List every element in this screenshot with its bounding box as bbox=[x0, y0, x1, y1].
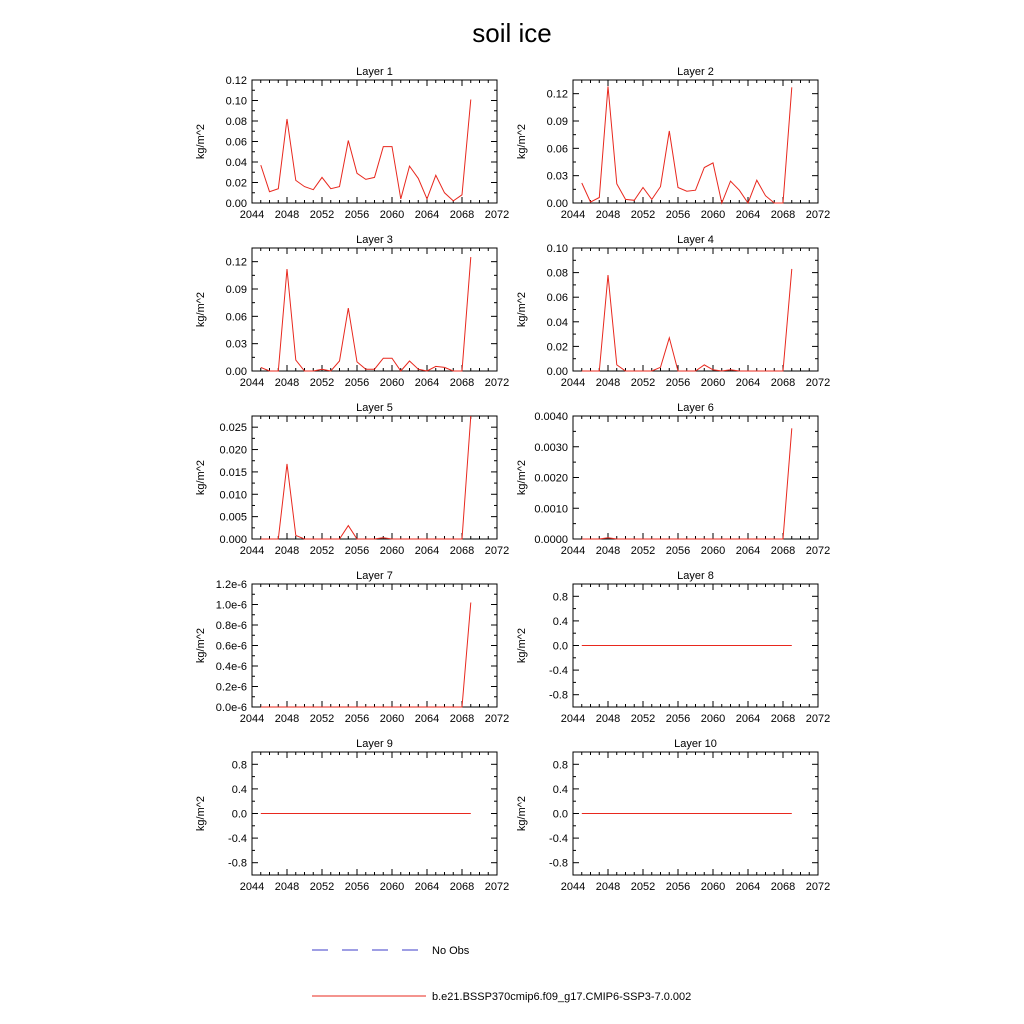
y-tick-label: 0.015 bbox=[219, 466, 247, 479]
x-tick-label: 2048 bbox=[274, 545, 300, 557]
x-tick-label: 2072 bbox=[484, 209, 510, 221]
x-tick-label: 2044 bbox=[560, 545, 586, 557]
y-tick-label: 0.0e-6 bbox=[215, 702, 247, 714]
series-line bbox=[582, 86, 792, 203]
panel-title: Layer 6 bbox=[677, 402, 714, 414]
y-tick-label: 0.4 bbox=[552, 783, 568, 796]
x-tick-label: 2044 bbox=[560, 713, 586, 725]
y-tick-label: 0.03 bbox=[546, 170, 568, 183]
y-tick-label: 1.0e-6 bbox=[215, 599, 247, 612]
x-tick-label: 2052 bbox=[630, 377, 656, 389]
x-tick-label: 2072 bbox=[484, 545, 510, 557]
y-tick-label: 0.0020 bbox=[534, 472, 568, 485]
y-tick-label: -0.8 bbox=[549, 857, 568, 870]
plot-frame bbox=[573, 416, 818, 539]
y-axis-label: kg/m^2 bbox=[516, 123, 528, 160]
y-tick-label: 0.0 bbox=[231, 808, 247, 821]
x-tick-label: 2044 bbox=[239, 545, 265, 557]
y-tick-label: 0.8 bbox=[231, 759, 247, 772]
panel-title: Layer 9 bbox=[356, 738, 393, 750]
y-tick-label: 0.09 bbox=[546, 116, 568, 128]
y-tick-label: 0.4 bbox=[552, 615, 568, 628]
y-tick-label: 0.0000 bbox=[534, 534, 568, 546]
x-tick-label: 2048 bbox=[274, 377, 300, 389]
y-tick-label: 0.025 bbox=[219, 422, 247, 435]
y-tick-label: 0.0 bbox=[552, 808, 568, 821]
x-tick-label: 2064 bbox=[735, 377, 761, 389]
x-tick-label: 2052 bbox=[630, 881, 656, 893]
panel-title: Layer 5 bbox=[356, 402, 393, 414]
legend-model-label: b.e21.BSSP370cmip6.f09_g17.CMIP6-SSP3-7.0.002 bbox=[432, 991, 692, 1003]
x-tick-label: 2072 bbox=[805, 545, 831, 557]
x-tick-label: 2072 bbox=[484, 881, 510, 893]
panel-title: Layer 10 bbox=[674, 738, 717, 750]
y-axis-label: kg/m^2 bbox=[516, 627, 528, 664]
y-tick-label: -0.4 bbox=[228, 833, 247, 846]
y-tick-label: 0.12 bbox=[225, 75, 247, 87]
y-axis-label: kg/m^2 bbox=[195, 459, 207, 496]
x-tick-label: 2072 bbox=[805, 209, 831, 221]
y-axis-label: kg/m^2 bbox=[195, 795, 207, 832]
y-tick-label: 0.6e-6 bbox=[215, 640, 247, 653]
y-tick-label: 0.12 bbox=[546, 88, 568, 101]
x-tick-label: 2048 bbox=[595, 713, 621, 725]
y-tick-label: 0.0 bbox=[552, 640, 568, 653]
x-tick-label: 2056 bbox=[344, 881, 370, 893]
panel-layer-3 bbox=[195, 234, 509, 389]
panel-title: Layer 7 bbox=[356, 570, 393, 582]
panel-title: Layer 8 bbox=[677, 570, 714, 582]
x-tick-label: 2048 bbox=[274, 881, 300, 893]
x-tick-label: 2060 bbox=[700, 377, 726, 389]
y-tick-label: 0.09 bbox=[225, 284, 247, 296]
y-axis-label: kg/m^2 bbox=[195, 627, 207, 664]
x-tick-label: 2064 bbox=[414, 713, 440, 725]
x-tick-label: 2044 bbox=[239, 713, 265, 725]
panel-layer-9 bbox=[195, 738, 509, 893]
x-tick-label: 2064 bbox=[414, 545, 440, 557]
y-tick-label: 0.06 bbox=[546, 143, 568, 156]
x-tick-label: 2056 bbox=[665, 713, 691, 725]
y-tick-label: 0.8 bbox=[552, 591, 568, 604]
legend bbox=[312, 945, 691, 1003]
x-tick-label: 2068 bbox=[770, 881, 796, 893]
y-tick-label: 1.2e-6 bbox=[215, 579, 247, 591]
y-axis-label: kg/m^2 bbox=[516, 459, 528, 496]
x-tick-label: 2052 bbox=[630, 209, 656, 221]
y-tick-label: -0.8 bbox=[228, 857, 247, 870]
x-tick-label: 2056 bbox=[665, 209, 691, 221]
y-tick-label: 0.010 bbox=[219, 489, 247, 502]
y-axis-label: kg/m^2 bbox=[195, 291, 207, 328]
x-tick-label: 2068 bbox=[449, 209, 475, 221]
x-tick-label: 2052 bbox=[630, 713, 656, 725]
y-tick-label: -0.8 bbox=[549, 689, 568, 702]
y-tick-label: 0.04 bbox=[225, 157, 247, 169]
x-tick-label: 2072 bbox=[484, 713, 510, 725]
y-tick-label: 0.03 bbox=[225, 338, 247, 351]
x-tick-label: 2048 bbox=[595, 545, 621, 557]
x-tick-label: 2048 bbox=[595, 881, 621, 893]
panel-layer-6 bbox=[516, 402, 830, 557]
x-tick-label: 2052 bbox=[630, 545, 656, 557]
panel-title: Layer 1 bbox=[356, 66, 393, 78]
panel-layer-7 bbox=[195, 570, 509, 725]
x-tick-label: 2060 bbox=[700, 545, 726, 557]
figure-title: soil ice bbox=[472, 18, 552, 48]
plot-frame bbox=[573, 80, 818, 203]
y-tick-label: 0.08 bbox=[225, 116, 247, 128]
x-tick-label: 2056 bbox=[665, 881, 691, 893]
y-tick-label: 0.2e-6 bbox=[215, 681, 247, 694]
panel-title: Layer 3 bbox=[356, 234, 393, 246]
x-tick-label: 2056 bbox=[665, 377, 691, 389]
y-tick-label: 0.02 bbox=[546, 341, 568, 354]
panel-layer-8 bbox=[516, 570, 830, 725]
x-tick-label: 2064 bbox=[735, 209, 761, 221]
y-tick-label: 0.000 bbox=[219, 534, 247, 546]
panels bbox=[195, 66, 830, 893]
x-tick-label: 2048 bbox=[595, 377, 621, 389]
plot-frame bbox=[252, 80, 497, 203]
panel-layer-10 bbox=[516, 738, 830, 893]
x-tick-label: 2060 bbox=[379, 377, 405, 389]
x-tick-label: 2064 bbox=[414, 881, 440, 893]
x-tick-label: 2068 bbox=[770, 209, 796, 221]
panel-layer-2 bbox=[516, 66, 830, 221]
panel-layer-1 bbox=[195, 66, 509, 221]
x-tick-label: 2044 bbox=[239, 881, 265, 893]
y-tick-label: 0.005 bbox=[219, 511, 247, 524]
y-tick-label: 0.4e-6 bbox=[215, 661, 247, 673]
x-tick-label: 2044 bbox=[560, 881, 586, 893]
x-tick-label: 2056 bbox=[344, 713, 370, 725]
x-tick-label: 2072 bbox=[484, 377, 510, 389]
x-tick-label: 2048 bbox=[274, 713, 300, 725]
x-tick-label: 2052 bbox=[309, 545, 335, 557]
x-tick-label: 2044 bbox=[239, 209, 265, 221]
x-tick-label: 2052 bbox=[309, 377, 335, 389]
y-tick-label: -0.4 bbox=[549, 665, 568, 678]
x-tick-label: 2068 bbox=[449, 377, 475, 389]
x-tick-label: 2072 bbox=[805, 881, 831, 893]
x-tick-label: 2064 bbox=[414, 377, 440, 389]
panel-layer-4 bbox=[516, 234, 830, 389]
plot-frame bbox=[252, 248, 497, 371]
series-line bbox=[582, 269, 792, 371]
y-tick-label: 0.4 bbox=[231, 783, 247, 796]
panel-layer-5 bbox=[195, 402, 509, 557]
x-tick-label: 2064 bbox=[735, 713, 761, 725]
series-line bbox=[261, 100, 471, 201]
y-tick-label: 0.12 bbox=[225, 256, 247, 269]
x-tick-label: 2044 bbox=[560, 377, 586, 389]
y-tick-label: 0.04 bbox=[546, 316, 568, 329]
y-tick-label: 0.8e-6 bbox=[215, 620, 247, 632]
x-tick-label: 2048 bbox=[595, 209, 621, 221]
y-tick-label: 0.10 bbox=[546, 243, 568, 255]
x-tick-label: 2068 bbox=[770, 377, 796, 389]
x-tick-label: 2056 bbox=[344, 209, 370, 221]
x-tick-label: 2044 bbox=[560, 209, 586, 221]
x-tick-label: 2068 bbox=[449, 713, 475, 725]
x-tick-label: 2064 bbox=[414, 209, 440, 221]
x-tick-label: 2068 bbox=[770, 545, 796, 557]
x-tick-label: 2056 bbox=[344, 545, 370, 557]
x-tick-label: 2060 bbox=[379, 713, 405, 725]
series-line bbox=[582, 428, 792, 539]
y-tick-label: 0.00 bbox=[225, 198, 247, 210]
series-line bbox=[261, 416, 471, 539]
x-tick-label: 2068 bbox=[770, 713, 796, 725]
y-tick-label: 0.0040 bbox=[534, 411, 568, 423]
x-tick-label: 2052 bbox=[309, 713, 335, 725]
x-tick-label: 2072 bbox=[805, 713, 831, 725]
x-tick-label: 2060 bbox=[700, 713, 726, 725]
x-tick-label: 2064 bbox=[735, 545, 761, 557]
y-axis-label: kg/m^2 bbox=[195, 123, 207, 160]
y-tick-label: 0.8 bbox=[552, 759, 568, 772]
y-tick-label: 0.0030 bbox=[534, 441, 568, 454]
x-tick-label: 2060 bbox=[379, 545, 405, 557]
panel-title: Layer 2 bbox=[677, 66, 714, 78]
x-tick-label: 2068 bbox=[449, 545, 475, 557]
x-tick-label: 2052 bbox=[309, 881, 335, 893]
panel-title: Layer 4 bbox=[677, 234, 714, 246]
x-tick-label: 2060 bbox=[700, 881, 726, 893]
y-tick-label: 0.06 bbox=[225, 136, 247, 149]
x-tick-label: 2064 bbox=[735, 881, 761, 893]
x-tick-label: 2060 bbox=[379, 209, 405, 221]
series-line bbox=[261, 603, 471, 708]
y-tick-label: 0.00 bbox=[546, 198, 568, 210]
y-tick-label: 0.08 bbox=[546, 267, 568, 280]
x-tick-label: 2048 bbox=[274, 209, 300, 221]
y-tick-label: 0.06 bbox=[546, 292, 568, 305]
y-tick-label: -0.4 bbox=[549, 833, 568, 846]
x-tick-label: 2068 bbox=[449, 881, 475, 893]
y-tick-label: 0.0010 bbox=[534, 503, 568, 516]
x-tick-label: 2060 bbox=[700, 209, 726, 221]
plot-frame bbox=[252, 584, 497, 707]
y-tick-label: 0.06 bbox=[225, 311, 247, 324]
legend-no-obs-label: No Obs bbox=[432, 945, 470, 957]
x-tick-label: 2044 bbox=[239, 377, 265, 389]
x-tick-label: 2056 bbox=[344, 377, 370, 389]
y-tick-label: 0.020 bbox=[219, 444, 247, 457]
x-tick-label: 2072 bbox=[805, 377, 831, 389]
x-tick-label: 2060 bbox=[379, 881, 405, 893]
series-line bbox=[261, 257, 471, 371]
y-tick-label: 0.00 bbox=[546, 366, 568, 378]
y-tick-label: 0.10 bbox=[225, 95, 247, 108]
plot-frame bbox=[573, 248, 818, 371]
y-axis-label: kg/m^2 bbox=[516, 795, 528, 832]
y-axis-label: kg/m^2 bbox=[516, 291, 528, 328]
y-tick-label: 0.00 bbox=[225, 366, 247, 378]
x-tick-label: 2052 bbox=[309, 209, 335, 221]
y-tick-label: 0.02 bbox=[225, 177, 247, 190]
x-tick-label: 2056 bbox=[665, 545, 691, 557]
